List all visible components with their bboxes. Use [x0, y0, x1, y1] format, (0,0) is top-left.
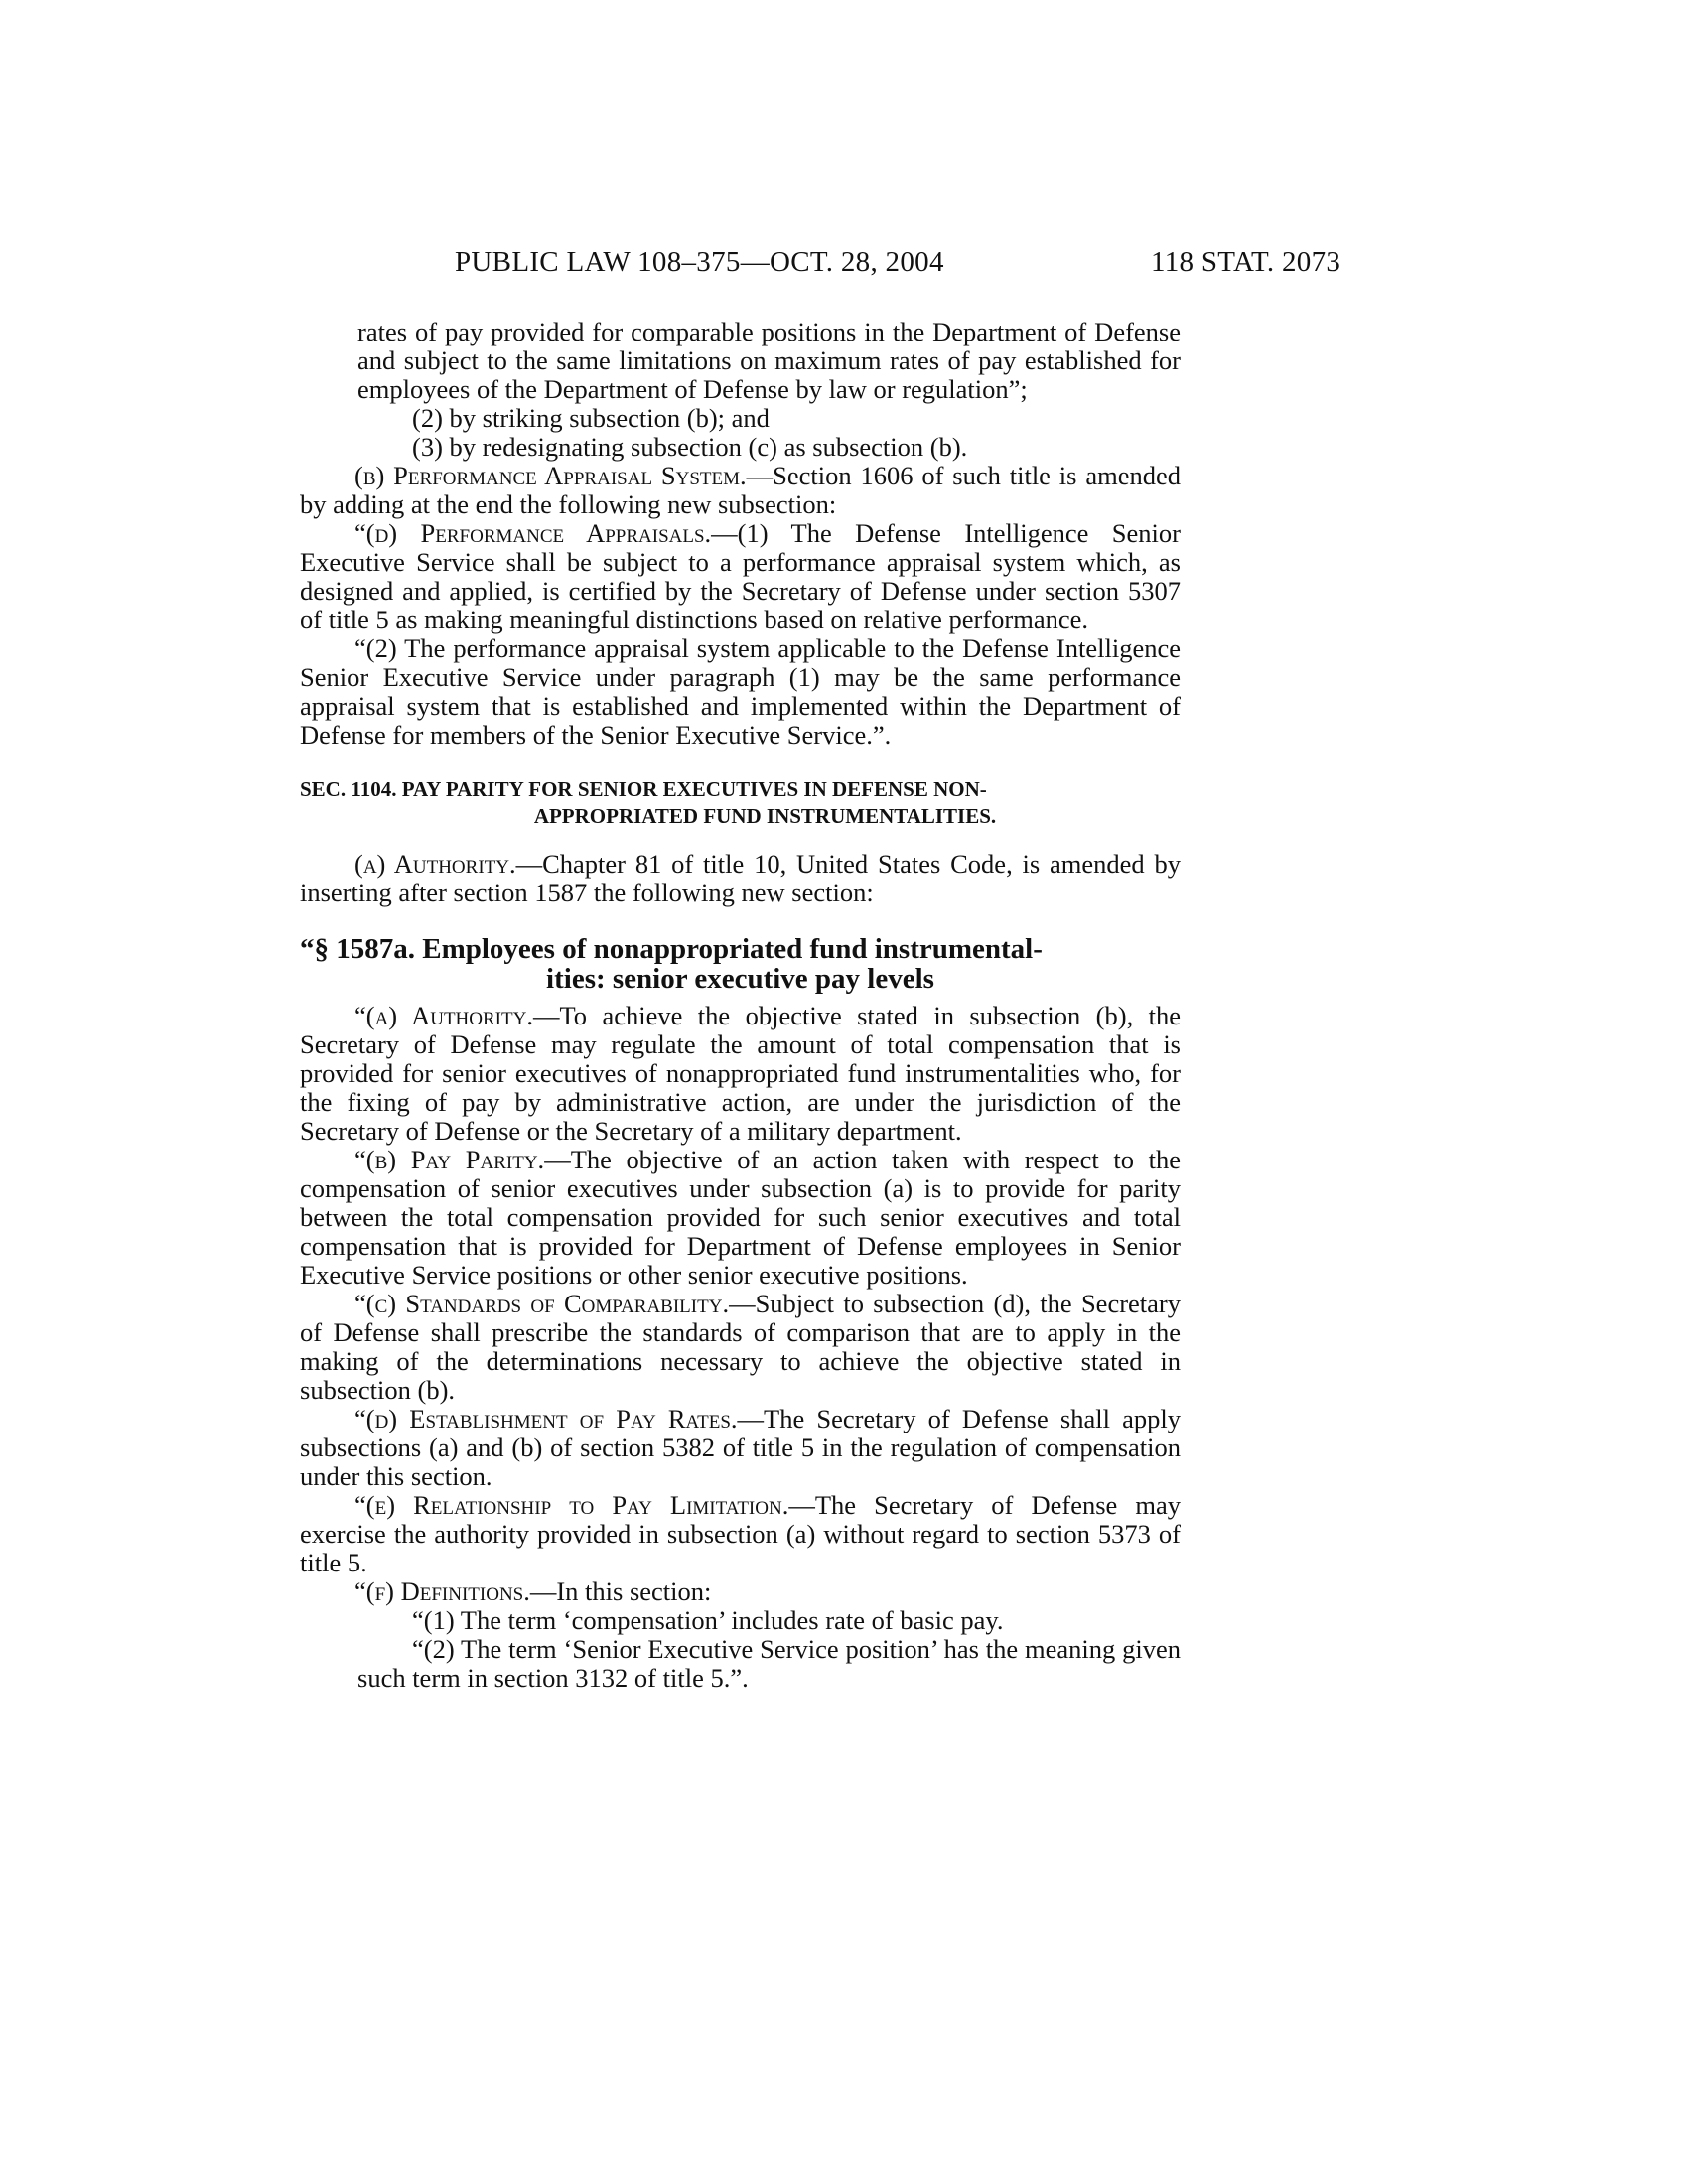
header-public-law: PUBLIC LAW 108–375—OCT. 28, 2004 [455, 246, 944, 278]
subsection-label: “(f) Definitions. [354, 1576, 530, 1606]
subsection-label: “(c) Standards of Comparability. [354, 1289, 730, 1318]
paragraph-definition-ses-position: “(2) The term ‘Senior Executive Service position’ has the meaning given such term in section 3132 of title 5.”. [357, 1634, 1181, 1693]
subsection-label: “(d) Performance Appraisals. [354, 518, 712, 548]
subsection-text: —The Secretary of Defense shall apply subsections (a) and (b) of section 5382 of title 5 in the regulation of compensation under this section. [300, 1404, 1181, 1491]
section-heading-line-2: APPROPRIATED FUND INSTRUMENTALITIES. [533, 804, 997, 828]
paragraph-performance-appraisal-system [300, 462, 1181, 519]
subsection-label: “(d) Establishment of Pay Rates. [354, 1404, 738, 1433]
subsection-label: (b) Performance Appraisal System. [354, 461, 747, 490]
paragraph-authority-chapter-81 [300, 850, 1181, 907]
subsection-text: —In this section: [529, 1576, 712, 1606]
section-title-line-2: ities: senior executive pay levels [546, 963, 934, 995]
section-heading-1104 [300, 776, 1181, 830]
paragraph-redesignating: (3) by redesignating subsection (c) as subsection (b). [412, 432, 968, 462]
paragraph-e-relationship [300, 1491, 1181, 1577]
paragraph-c-standards [300, 1290, 1181, 1405]
paragraph-d-establishment [300, 1405, 1181, 1491]
paragraph-f-definitions [300, 1577, 1181, 1606]
subsection-text: —To achieve the objective stated in subsection (b), the Secretary of Defense may regulate the amount of total compensation that is provided for senior executives of nonappropriated fund instrumentalities who, for the fixing of pay by administrative action, are under the jurisdiction of the Secretary of Defense or the Secretary of a military department. [300, 1001, 1181, 1146]
paragraph-striking: (2) by striking subsection (b); and [412, 403, 770, 433]
paragraph-a-authority [300, 1002, 1181, 1146]
section-heading-line-1: SEC. 1104. PAY PARITY FOR SENIOR EXECUTIVES IN DEFENSE NON- [300, 777, 987, 801]
paragraph-performance-appraisals [300, 519, 1181, 634]
paragraph-definition-compensation: “(1) The term ‘compensation’ includes rate of basic pay. [412, 1605, 1004, 1635]
subsection-text: —(1) The Defense Intelligence Senior Executive Service shall be subject to a performance appraisal system which, as designed and applied, is certified by the Secretary of Defense under section 5307 of title 5 as making meaningful distinctions based on relative performance. [300, 518, 1181, 634]
paragraph-rates-of-pay: rates of pay provided for comparable positions in the Department of Defense and subject to the same limitations on maximum rates of pay established for employees of the Department of Defense by law or regulation”; [357, 317, 1181, 404]
subsection-text: —Section 1606 of such title is amended by adding at the end the following new subsection: [300, 461, 1181, 519]
subsection-label: “(b) Pay Parity. [354, 1145, 545, 1174]
document-body [300, 318, 1181, 1693]
paragraph-appraisal-system-applicable: “(2) The performance appraisal system applicable to the Defense Intelligence Senior Executive Service under paragraph (1) may be the same performance appraisal system that is established and implemented within the Department of Defense for members of the Senior Executive Service.”. [300, 633, 1181, 750]
paragraph-b-pay-parity [300, 1146, 1181, 1290]
subsection-text: —The Secretary of Defense may exercise the authority provided in subsection (a) without regard to section 5373 of title 5. [300, 1490, 1181, 1577]
header-stat-page: 118 STAT. 2073 [1151, 246, 1341, 278]
running-head [0, 246, 1688, 286]
subsection-label: (a) Authority. [354, 849, 516, 879]
subsection-text: —Subject to subsection (d), the Secretary of Defense shall prescribe the standards of comparison that are to apply in the making of the determinations necessary to achieve the objective stated in subsection (b). [300, 1289, 1181, 1405]
section-title-1587a [300, 934, 1181, 994]
subsection-text: —The objective of an action taken with respect to the compensation of senior executives under subsection (a) is to provide for parity between the total compensation provided for such senior executives and total compensation that is provided for Department of Defense employees in Senior Executive Service positions or other senior executive positions. [300, 1145, 1181, 1290]
section-title-line-1: “§ 1587a. Employees of nonappropriated fund instrumental- [300, 933, 1043, 965]
subsection-text: —Chapter 81 of title 10, United States Code, is amended by inserting after section 1587 the following new section: [300, 849, 1181, 907]
subsection-label: “(e) Relationship to Pay Limitation. [354, 1490, 789, 1520]
subsection-label: “(a) Authority. [354, 1001, 533, 1030]
